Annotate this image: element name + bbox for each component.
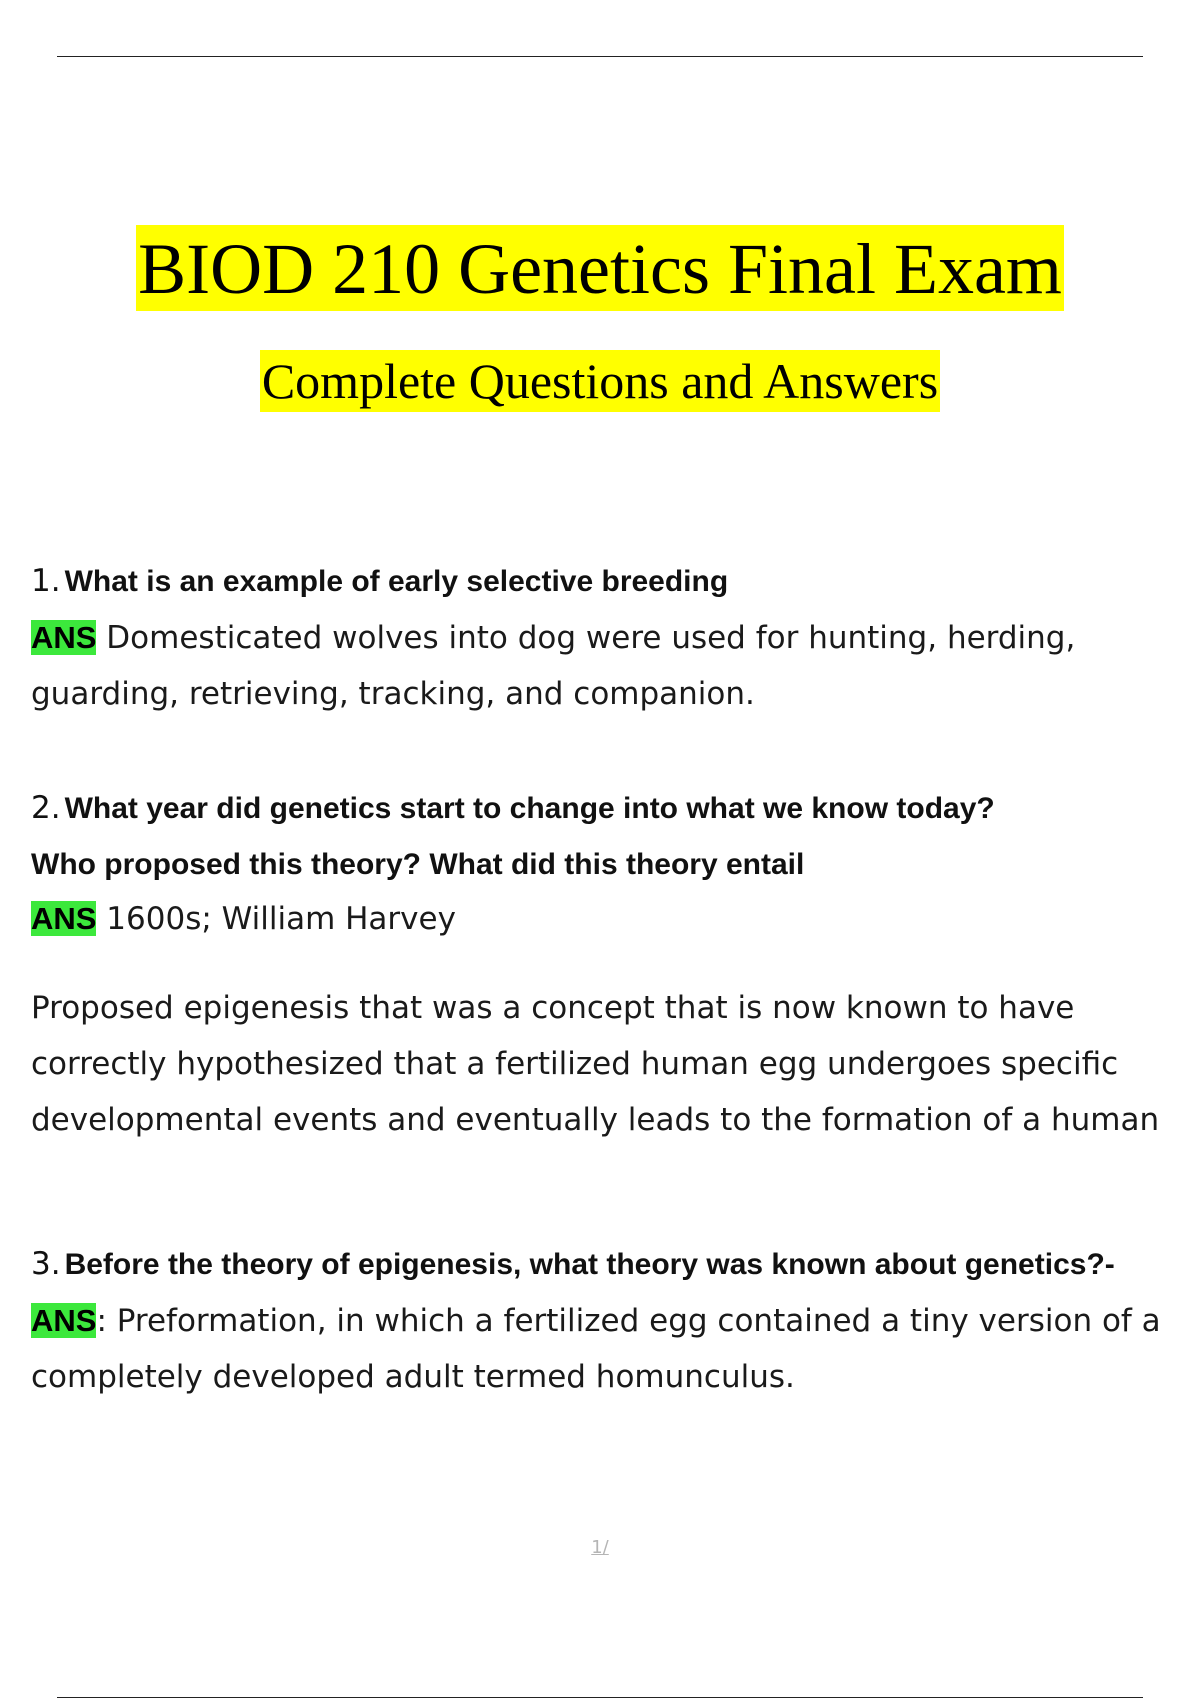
question-item	[31, 553, 1200, 722]
answer-text: completely developed adult termed homunculus.	[31, 1359, 795, 1395]
answer-text: 1600s; William Harvey	[96, 901, 456, 937]
answer-label: ANS	[31, 620, 97, 655]
answer-paragraph-line: correctly hypothesized that a fertilized human egg undergoes specific	[31, 1046, 1119, 1082]
qa-content	[31, 553, 1200, 1405]
question-number: 3.	[31, 1246, 61, 1282]
bottom-rule	[57, 1697, 1143, 1698]
question-line: What is an example of early selective breeding	[64, 565, 729, 598]
page-number: 1/	[591, 1537, 609, 1558]
question-line: Before the theory of epigenesis, what theory was known about genetics?-	[64, 1248, 1115, 1281]
answer-label: ANS	[31, 1303, 97, 1338]
document-title: BIOD 210 Genetics Final Exam	[136, 225, 1064, 311]
question-item	[31, 780, 1200, 1148]
question-number: 1.	[31, 563, 61, 599]
answer-paragraph-line: Proposed epigenesis that was a concept that is now known to have	[31, 990, 1075, 1026]
question-text	[31, 780, 1200, 837]
answer-line	[31, 1293, 1200, 1349]
question-number: 2.	[31, 790, 61, 826]
question-item	[31, 1236, 1200, 1405]
answer-text: : Preformation, in which a fertilized egg contained a tiny version of a	[96, 1303, 1161, 1339]
answer-line	[31, 893, 1200, 945]
document-title-block	[0, 225, 1200, 311]
question-line: Who proposed this theory? What did this theory entail	[31, 848, 805, 881]
question-text	[31, 1236, 1200, 1293]
document-subtitle: Complete Questions and Answers	[260, 350, 940, 412]
top-rule	[57, 56, 1143, 57]
answer-text: guarding, retrieving, tracking, and companion.	[31, 676, 755, 712]
question-text	[31, 553, 1200, 610]
answer-label: ANS	[31, 901, 97, 936]
question-line: What year did genetics start to change into what we know today?	[64, 792, 995, 825]
answer-line	[31, 610, 1200, 666]
answer-paragraph-line: developmental events and eventually leads to the formation of a human	[31, 1102, 1160, 1138]
answer-text: Domesticated wolves into dog were used for hunting, herding,	[96, 620, 1076, 656]
document-subtitle-block	[0, 350, 1200, 412]
